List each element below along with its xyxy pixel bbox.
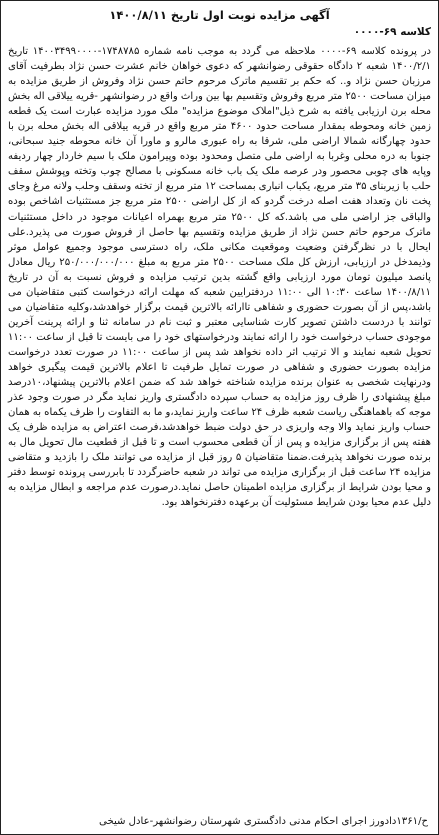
notice-title: آگهی مزایده نوبت اول تاریخ ۱۴۰۰/۸/۱۱ xyxy=(109,8,330,22)
notice-signature: ح/۱۳۶۱دادورز اجرای احکام مدنی دادگستری شهرستان رضوانشهر-عادل شیخی xyxy=(99,816,428,827)
case-class-number: کلاسه ۶۹-۰۰۰۰ xyxy=(353,26,431,38)
notice-body: در پرونده کلاسه ۶۹-۰۰۰۰ ملاحظه می گردد به موجب نامه شماره ۱۷۴۸۷۸۵-۱۴۰۰۳۴۹۹۰۰۰۰ تاریخ ۱۴۰۰/۲/۱ شعبه ۲ دادگاه حقوقی رضوانشهر که دعوی خواهان خانم عشرت حسن نژاد بطرفیت آقای مرزبان حسن نژاد و.. که حکم بر تقسیم ماترک مرحوم حاتم حسن نژاد وفروش از طریق مزایده به میزان مساحت ۲۵۰۰ متر مربع وفروش وتقسیم بها بین وراث واقع در رضوانشهر -قریه ییلاقی اله بخش محله برن ارزیابی یافته به شرح ذیل"املاک موضوع مزایده" ملک مورد مزایده عبارت است یک قطعه زمین خانه ومحوطه بمقدار مساحت حدود ۴۶۰۰ متر مربع واقع در قریه ییلاقی اله بخش محله برن با حدود چهارگانه شمالا اراضی ملی، شرقا به راه عبوری مالرو و ماورا آن خانه محوطه جنید سبحانی، جنوبا به دره محلی وغربا به اراضی ملی متصل ومحدود بوده وپیرامون ملک با سیم خاردار چهار ردیفه وپایه های چوبی محصور ودر عرصه ملک یک باب خانه مسکونی با مصالح چوب وتخته وپوشش سقف حلب با زیربنای ۳۵ متر مربع، یکباب انباری بمساحت ۱۲ متر مربع از تخته وسقف وحلب ولانه مرغ وجای پخت نان وتعداد هفت اصله درخت گردو که از کل اراضی ۲۵۰۰ متر مربع جز مستثنیات اشاخص بوده والباقی جز اراضی ملی می باشد.که کل ۲۵۰۰ متر مربع بهمراه اعیانات موجود در داخل مستثنیات ماترک مرحوم حاتم حسن نژاد از طریق مزایده وتقسیم بها حاصل از فروش صورت می پذیرد.علی ایحال با در نظرگرفتن وضعیت وموقعیت مکانی ملک، راه دسترسی موجود وجمیع عوامل موثر وذیمدخل در ارزیابی، ارزش کل ملک مساحت ۲۵۰۰ متر مربع به مبلغ ۲۵۰/۰۰۰/۰۰۰/۰۰۰ ریال معادل پانصد میلیون تومان مورد ارزیابی واقع گشته بدین ترتیب مزایده و فروش نسبت به آن در تاریخ ۱۴۰۰/۸/۱۱ ساعت ۱۰:۳۰ الی ۱۱:۰۰ دردفترایین شعبه که مهلت ارائه درخواست کتبی متقاضیان می باشد،پس از آن بصورت حضوری و شفاهی تاارائه بالاترین قیمت برگزار خواهدشد،وکلیه متقاضیان می توانند با دردست داشتن تصویر کارت شناسایی معتبر و ثبت نام در سامانه ثنا و ارائه پرینت آخرین موجودی حساب درخواست خود را ارائه نمایند ودرخواستهای خود را می بایست تا قبل از ساعت ۱۱:۰۰ تحویل شعبه نمایند و الا ترتیب اثر داده نخواهد شد پس از ساعت ۱۱:۰۰ در صورت تعدد درخواست مزایده بصورت حضوری و شفاهی در صورت تمایل طرفیت تا اعلام بالاترین قیمت پیگیری خواهد ودرنهایت شخصی به عنوان برنده مزایده شناخته خواهد شد که ضمن اعلام بالاترین پیشنهاد،۱۰درصد مبلغ پیشنهادی را ظرف روز مزایده به حساب سپرده دادگستری واریز نماید مگر در صورت وجود عذر موجه که باهماهنگی ریاست شعبه ظرف ۲۴ ساعت واریز نماید،و ما به التفاوت را ظرف یکماه به همان حساب واریز نماید والا وجه واریزی در حق دولت ضبط خواهدشد،فرصت اعتراض به مزایده ظرف یک هفته پس از برگزاری مزایده و پس از آن قطعی محسوب است و تا قبل از قطعیت مال تحویل مال به برنده صورت نخواهد پذیرفت.ضمنا متقاضیان ۵ روز قبل از مزایده می توانند ملک را بازدید و متقاضی مزایده ۲۴ ساعت قبل از برگزاری مزایده می تواند در شعبه حاضرگردد تا بابررسی پرونده توسط دفتر و محیا بودن شرایط از برگزاری مزایده اطمینان حاصل نماید.درصورت عدم مراجعه و ابطال مزایده به دلیل عدم محیا بودن شرایط مسئولیت آن برعهده دفترنخواهد بود. xyxy=(8,46,432,509)
